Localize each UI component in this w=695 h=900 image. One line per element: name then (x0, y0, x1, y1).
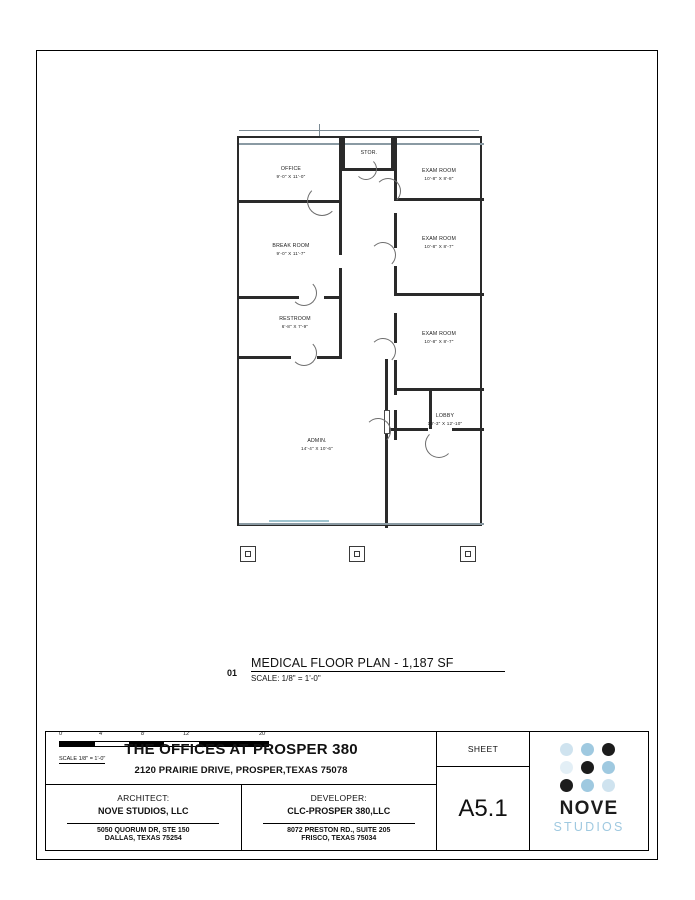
wall-storage-west (342, 138, 345, 168)
logo-dot (602, 743, 615, 756)
logo-dot (581, 779, 594, 792)
logo-dot (581, 761, 594, 774)
wall-break-east-a (339, 203, 342, 255)
project-address: 2120 PRAIRIE DRIVE, PROSPER,TEXAS 75078 (134, 764, 348, 776)
glazing-south (269, 520, 329, 522)
wall-exam2-west-a (394, 213, 397, 248)
wall-lobby-west-a (394, 410, 397, 440)
sheet-label: SHEET (437, 732, 529, 767)
grid-line-top (239, 130, 479, 131)
door-arc-entry (425, 430, 453, 458)
logo-dot (602, 779, 615, 792)
wall-restroom-south-b (317, 356, 342, 359)
door-arc-admin (365, 418, 391, 444)
nove-studios-logo (530, 732, 648, 850)
floor-plan (207, 86, 497, 566)
room-label-storage: STOR. (360, 150, 378, 156)
wall-break-south-a (239, 296, 299, 299)
wall-exam2-south (394, 293, 484, 296)
plan-title-text: MEDICAL FLOOR PLAN - 1,187 SF (251, 656, 505, 672)
architect-company: NOVE STUDIOS, LLC (97, 806, 189, 816)
logo-dot (602, 761, 615, 774)
logo-dot (560, 761, 573, 774)
door-arc-restroom (291, 340, 317, 366)
project-name: THE OFFICES AT PROSPER 380 (124, 740, 358, 758)
sheet-number-block (437, 732, 530, 850)
sheet-number: A5.1 (458, 794, 508, 822)
title-block (45, 731, 649, 851)
wall-exam1-south (394, 198, 484, 201)
scale-bar-note: SCALE 1/8" = 1'-0" (59, 756, 106, 762)
column-marker-center (349, 546, 365, 562)
room-label-office: OFFICE 9'-0" X 11'-0" (276, 166, 306, 179)
developer-company: CLC-PROSPER 380,LLC (287, 806, 391, 816)
architect-cell (46, 785, 241, 850)
room-label-exam-3: EXAM ROOM 10'-8" X 8'-7" (421, 331, 457, 344)
plan-scale-text: SCALE: 1/8" = 1'-0" (251, 674, 321, 683)
door-arc-exam1 (375, 178, 401, 204)
plan-number: 01 (227, 668, 238, 678)
room-label-exam-2: EXAM ROOM 10'-8" X 8'-7" (421, 236, 457, 249)
logo-subtitle: STUDIOS (553, 819, 625, 834)
wall-exam3-south (394, 388, 484, 391)
scale-tick-0: 0' (59, 731, 64, 737)
room-label-lobby: LOBBY 10'-3" X 12'-10" (427, 413, 463, 426)
plan-title-block (227, 656, 527, 683)
developer-address-line1: 8072 PRESTON RD., SUITE 205 (263, 823, 415, 834)
project-info (46, 732, 436, 785)
wall-exam3-west-a (394, 313, 397, 343)
logo-dot (581, 743, 594, 756)
wall-restroom-south-a (239, 356, 291, 359)
room-label-break-room: BREAK ROOM 9'-0" X 11'-7" (272, 243, 310, 256)
drawing-sheet (36, 50, 658, 860)
wall-admin-east-b (385, 434, 388, 528)
door-arc-exam2 (370, 242, 396, 268)
door-arc-storage (355, 158, 377, 180)
wall-lobby-south-b (452, 428, 484, 431)
wall-storefront-south (239, 523, 484, 525)
building-outline (237, 136, 482, 526)
room-label-exam-1: EXAM ROOM 10'-8" X 8'-8" (421, 168, 457, 181)
wall-admin-east-a (385, 359, 388, 411)
architect-address-line1: 5050 QUORUM DR, STE 150 (67, 823, 219, 834)
scale-tick-3: 12' (183, 731, 191, 737)
door-arc-exam3 (370, 338, 396, 364)
wall-lobby-south-a (388, 428, 428, 431)
column-marker-left (240, 546, 256, 562)
wall-exam2-west-b (394, 266, 397, 296)
logo-dot (560, 779, 573, 792)
scale-tick-4: 20' (259, 731, 267, 737)
architect-address-line2: DALLAS, TEXAS 75254 (104, 835, 182, 842)
wall-break-east-b (339, 268, 342, 298)
scale-tick-1: 4' (99, 731, 104, 737)
logo-dot (560, 743, 573, 756)
title-block-main (46, 732, 437, 850)
door-arc-break (291, 280, 317, 306)
room-label-admin: ADMIN. 14'-4" X 10'-6" (300, 438, 334, 451)
room-label-restroom: RESTROOM 6'-8" X 7'-9" (279, 316, 311, 329)
column-marker-right (460, 546, 476, 562)
developer-role-label: DEVELOPER: (310, 793, 367, 803)
wall-restroom-east (339, 299, 342, 359)
scale-tick-2: 8' (141, 731, 146, 737)
architect-role-label: ARCHITECT: (117, 793, 170, 803)
developer-cell (241, 785, 437, 850)
developer-address-line2: FRISCO, TEXAS 75034 (301, 835, 377, 842)
wall-storefront (239, 143, 484, 145)
logo-dot-grid (560, 743, 618, 792)
logo-name: NOVE (559, 797, 619, 819)
party-info-row (46, 785, 436, 850)
door-arc-office (307, 186, 337, 216)
